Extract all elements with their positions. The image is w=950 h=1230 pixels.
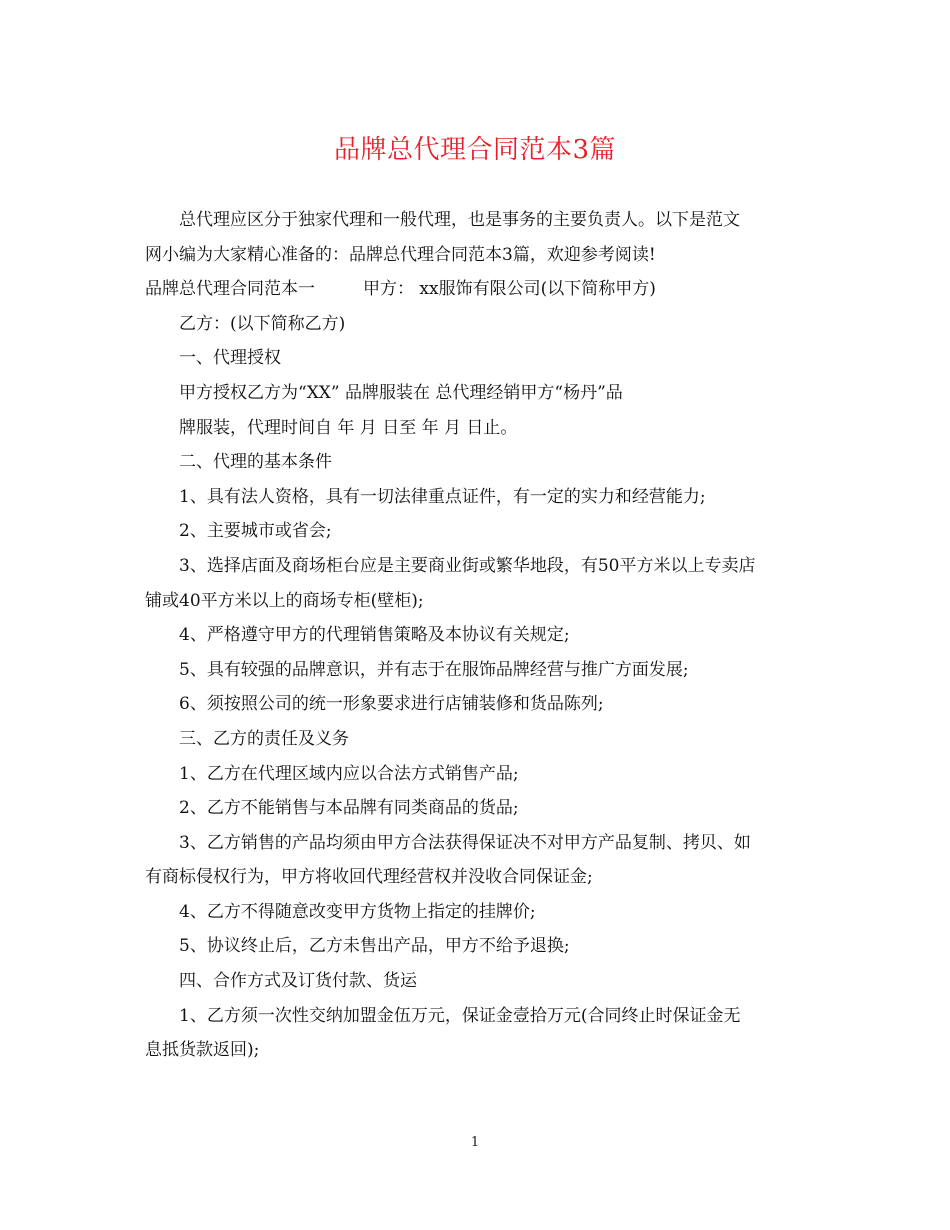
text-line — [145, 480, 815, 515]
text-line — [145, 653, 815, 688]
text-line-content: 4、严格遵守甲方的代理销售策略及本协议有关规定; — [179, 625, 570, 646]
text-line-content: 3、选择店面及商场柜台应是主要商业街或繁华地段，有50平方米以上专卖店 — [179, 555, 756, 576]
text-line-content: 铺或40平方米以上的商场专柜(壁柜); — [145, 590, 424, 611]
text-line — [145, 999, 815, 1034]
text-line-party-a: 甲方： xx服饰有限公司(以下简称甲方) — [363, 279, 656, 300]
text-line — [145, 341, 815, 376]
text-line-content: 牌服装，代理时间自 年 月 日至 年 月 日止。 — [179, 417, 518, 438]
text-line-content: 4、乙方不得随意改变甲方货物上指定的挂牌价; — [179, 901, 536, 922]
text-line — [145, 757, 815, 792]
text-line-content: 四、合作方式及订货付款、货运 — [179, 971, 417, 992]
text-line — [145, 826, 815, 861]
text-line — [145, 929, 815, 964]
document-body — [145, 203, 815, 1068]
text-line-content: 品牌总代理合同范本一 — [145, 279, 315, 300]
text-line-content: 6、须按照公司的统一形象要求进行店铺装修和货品陈列; — [179, 694, 604, 715]
text-line-content: 网小编为大家精心准备的：品牌总代理合同范本3篇，欢迎参考阅读! — [145, 244, 656, 265]
text-line-content: 3、乙方销售的产品均须由甲方合法获得保证决不对甲方产品复制、拷贝、如 — [179, 832, 751, 853]
text-line — [145, 272, 815, 307]
text-line — [145, 584, 815, 619]
text-line — [145, 203, 815, 238]
text-line-content: 5、协议终止后，乙方未售出产品，甲方不给予退换; — [179, 936, 570, 957]
text-line — [145, 895, 815, 930]
text-line — [145, 549, 815, 584]
text-line — [145, 687, 815, 722]
document-title: 品牌总代理合同范本3篇 — [333, 135, 617, 165]
text-line-content: 2、乙方不能销售与本品牌有同类商品的货品; — [179, 798, 519, 819]
text-line — [145, 722, 815, 757]
text-line-content: 一、代理授权 — [179, 348, 281, 369]
text-line-content: 5、具有较强的品牌意识，并有志于在服饰品牌经营与推广方面发展; — [179, 659, 689, 680]
text-line — [145, 791, 815, 826]
text-line-content: 甲方授权乙方为“XX” 品牌服装在 总代理经销甲方“杨丹”品 — [179, 382, 623, 403]
text-line-content: 1、乙方须一次性交纳加盟金伍万元，保证金壹拾万元(合同终止时保证金无 — [179, 1005, 741, 1026]
text-line-content: 二、代理的基本条件 — [179, 452, 332, 473]
text-line-content: 1、乙方在代理区域内应以合法方式销售产品; — [179, 763, 519, 784]
text-line-content: 三、乙方的责任及义务 — [179, 728, 349, 749]
text-line — [145, 514, 815, 549]
text-line — [145, 411, 815, 446]
text-line-content: 乙方：(以下简称乙方) — [179, 313, 346, 334]
text-line — [145, 1033, 815, 1068]
text-line — [145, 376, 815, 411]
text-line — [145, 618, 815, 653]
page-number: 1 — [470, 1135, 480, 1150]
text-line-content: 总代理应区分于独家代理和一般代理，也是事务的主要负责人。以下是范文 — [179, 210, 740, 230]
text-line-content: 息抵货款返回); — [145, 1040, 260, 1061]
text-line — [145, 964, 815, 999]
text-line — [145, 860, 815, 895]
text-line — [145, 445, 815, 480]
text-line — [145, 238, 815, 273]
text-line — [145, 307, 815, 342]
text-line-content: 1、具有法人资格，具有一切法律重点证件，有一定的实力和经营能力; — [179, 486, 706, 507]
text-line-content: 2、主要城市或省会; — [179, 521, 332, 542]
text-line-content: 有商标侵权行为，甲方将收回代理经营权并没收合同保证金; — [145, 867, 593, 888]
